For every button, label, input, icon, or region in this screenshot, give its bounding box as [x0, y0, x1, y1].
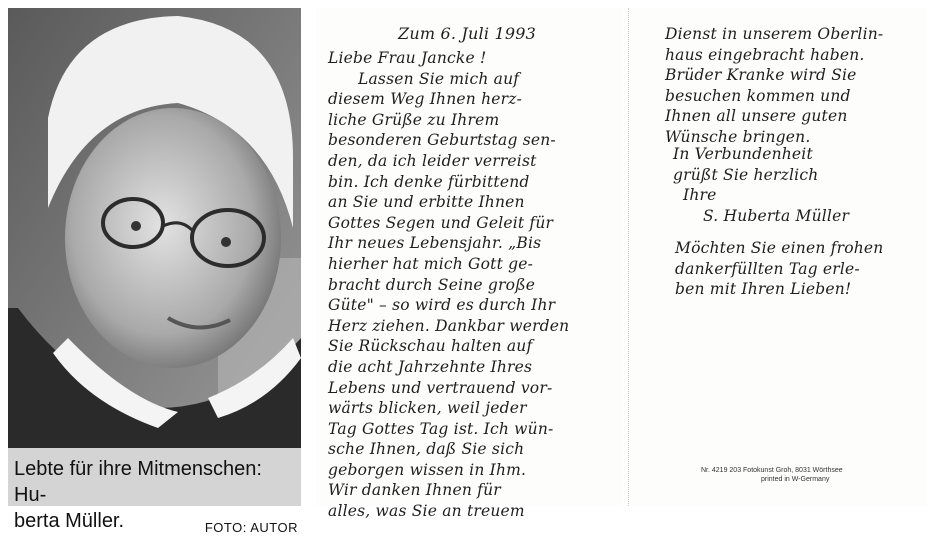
- letter-line: liche Grüße zu Ihrem: [328, 110, 500, 129]
- letter-line: wärts blicken, weil jeder: [328, 399, 527, 418]
- letter-line: Sie Rückschau halten auf: [328, 337, 533, 356]
- closing-line: Ihre: [683, 186, 717, 205]
- imprint-line-1: Nr. 4219 203 Fotokunst Groh, 8031 Wörthsee: [701, 467, 843, 474]
- postscript-line: dankerfüllten Tag erle-: [675, 259, 860, 278]
- letter-line: Ihr neues Lebensjahr. „Bis: [328, 234, 542, 253]
- letter-line: den, da ich leider verreist: [328, 151, 537, 170]
- letter-line: besonderen Geburtstag sen-: [328, 131, 556, 150]
- letter-line: sche Ihnen, daß Sie sich: [328, 440, 525, 459]
- letter-line: Liebe Frau Jancke !: [328, 49, 487, 67]
- card-imprint: [701, 466, 843, 484]
- letter-line: Lebens und vertrauend vor-: [328, 378, 553, 397]
- imprint-line-2: printed in W-Germany: [761, 476, 830, 483]
- letter-line: alles, was Sie an treuem: [328, 502, 525, 521]
- postscript-line: Möchten Sie einen frohen: [675, 239, 884, 257]
- letter-line: an Sie und erbitte Ihnen: [328, 193, 525, 212]
- letter-line: bin. Ich denke fürbittend: [328, 172, 530, 191]
- letter-line: diesem Weg Ihnen herz-: [328, 90, 523, 109]
- letter-body-right: [665, 24, 883, 148]
- letter-line: Gottes Segen und Geleit für: [328, 213, 554, 232]
- letter-line: Güte" – so wird es durch Ihr: [328, 296, 556, 315]
- letter-page-right: [628, 8, 927, 506]
- letter-line: geborgen wissen in Ihm.: [328, 460, 527, 479]
- letter-line: Wir danken Ihnen für: [328, 481, 501, 500]
- letter-line: Brüder Kranke wird Sie: [665, 66, 857, 85]
- caption-line-1: Lebte für ihre Mitmenschen: Hu-: [14, 458, 262, 506]
- newspaper-clipping: [8, 8, 301, 535]
- caption-line-2: berta Müller.: [14, 510, 125, 532]
- letter-page-left: [316, 8, 622, 521]
- letter-line: besuchen kommen und: [665, 86, 851, 105]
- letter-body-left: [328, 48, 569, 522]
- letter-postscript: [675, 238, 883, 300]
- closing-line: grüßt Sie herzlich: [673, 165, 819, 184]
- closing-line: In Verbundenheit: [673, 145, 813, 163]
- letter-line: Wünsche bringen.: [665, 127, 811, 146]
- letter-line: Lassen Sie mich auf: [358, 69, 520, 88]
- letter-closing: [673, 144, 849, 226]
- letter-line: Ihnen all unsere guten: [665, 107, 848, 126]
- portrait-photo: [8, 8, 301, 448]
- letter-date: Zum 6. Juli 1993: [398, 24, 536, 43]
- letter-line: bracht durch Seine große: [328, 275, 536, 294]
- letter-line: haus eingebracht haben.: [665, 45, 865, 64]
- letter-line: hierher hat mich Gott ge-: [328, 254, 534, 273]
- letter-line: Tag Gottes Tag ist. Ich wün-: [328, 419, 554, 438]
- letter-line: Herz ziehen. Dankbar werden: [328, 316, 570, 335]
- closing-line: S. Huberta Müller: [703, 206, 850, 225]
- photo-credit: FOTO: AUTOR: [204, 520, 298, 535]
- photo-caption: [14, 456, 298, 541]
- letter-line: die acht Jahrzehnte Ihres: [328, 357, 533, 376]
- letter-line: Dienst in unserem Oberlin-: [665, 25, 884, 43]
- postscript-line: ben mit Ihren Lieben!: [675, 280, 852, 299]
